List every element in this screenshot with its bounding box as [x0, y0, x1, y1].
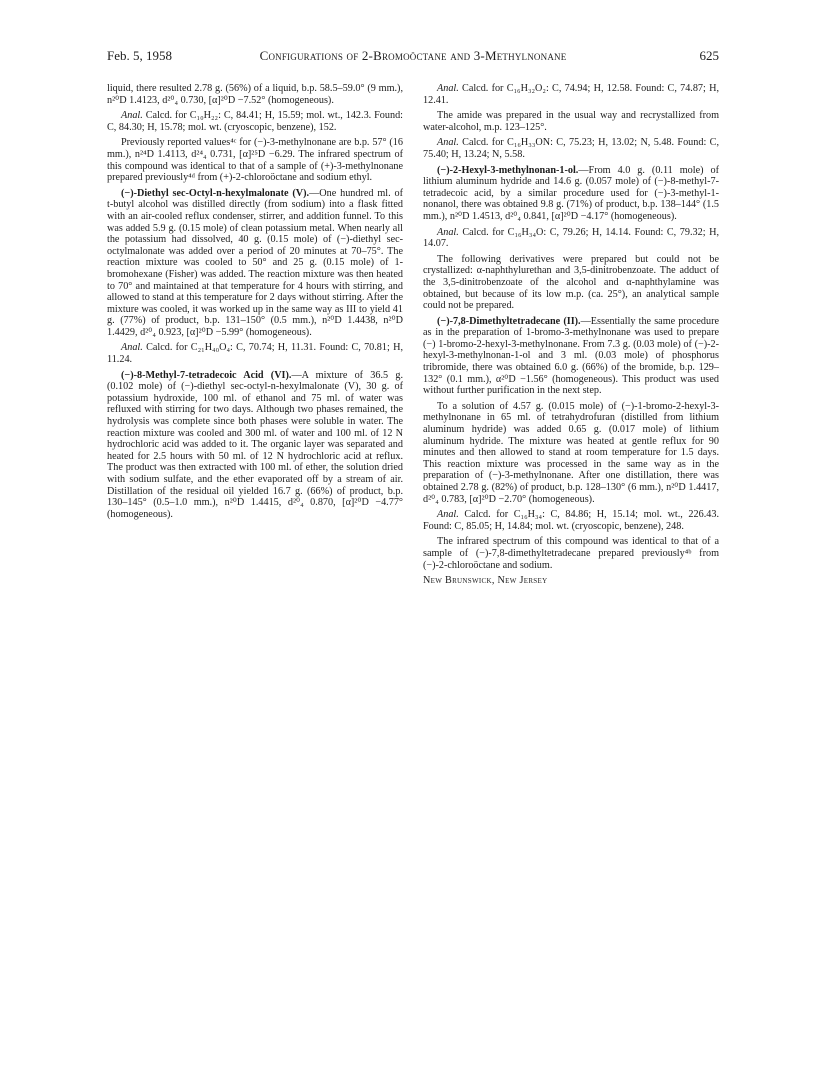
section-heading: (−)-Diethyl sec-Octyl-n-hexylmalonate (V).: [121, 187, 310, 199]
right-column: [423, 83, 719, 587]
paragraph-text: The amide was prepared in the usual way and recrystallized from water-alcohol, m.p. 123–125°.: [423, 110, 719, 133]
paragraph-text: —A mixture of 36.5 g. (0.102 mole) of (−)-diethyl sec-octyl-n-hexylmalonate (V), 30 g. of potassium hydroxide, 100 ml. of ethanol and 75 ml. of water was refluxed with stirring for two days. Although two phases remained, the hydrolysis was complete since both phases were soluble in water. The reaction mixture was cooled and 300 ml. of water and 100 ml. of 12 N hydrochloric acid was added to it. The organic layer was separated and heated for 2.5 hours with 50 ml. of 12 N hydrochloric acid at reflux. The product was then extracted with 100 ml. of ether, the solution dried with sodium sulfate, and the ether evaporated off by a stream of air. Distillation of the residual oil yielded 16.7 g. (66%) of product, b.p. 130–145° (0.5–1.0 mm.), n²⁰D 1.4415, d²⁰₄ 0.870, [α]²⁰D −4.77° (homogeneous).: [107, 369, 403, 520]
analysis-label: Anal.: [437, 509, 459, 521]
paragraph-text: Previously reported values⁴ᶜ for (−)-3-methylnonane are b.p. 57° (16 mm.), n²⁴D 1.4113, d²⁴₄ 0.731, [α]²⁵D −6.29. The infrared spectrum of this compound was identical to that of a sample of (+)-3-methylnonane prepared previously⁴ᵈ from (+)-2-chloroöctane and sodium ethyl.: [107, 137, 403, 184]
paragraph: [107, 188, 403, 339]
paragraph-text: The following derivatives were prepared but could not be crystallized: α-naphthylurethan and 3,5-dinitrobenzoate. The adduct of the 3,5-dinitrobenzoate of the alcohol and α-naphthylamine was obtained, but because of its low m.p. (ca. 25°), an analytical sample could not be prepared.: [423, 253, 719, 312]
paragraph-text: —One hundred ml. of t-butyl alcohol was distilled directly (from sodium) into a flask fitted with an air-cooled reflux condenser, stirrer, and addition funnel. To this was added 5.9 g. (0.15 mole) of clean potassium metal. When nearly all the potassium had dissolved, 40 g. (0.15 mole) of (−)-diethyl sec-octylmalonate was added over a period of 20 minutes at 70–75°. The reaction mixture was cooled to 50° and 25 g. (0.15 mole) of 1-bromohexane (Fisher) was added. The reaction mixture was then heated to 70° and maintained at that temperature for 4 hours with stirring, and allowed to stand at this temperature for 2 days without stirring. After the mixture was cooled, it was worked up in the same way as III to yield 41 g. (77%) of product, b.p. 131–150° (0.5 mm.), n²⁰D 1.4438, n²⁰D 1.4429, d²⁰₄ 0.923, [α]²⁰D −5.99° (homogeneous).: [107, 187, 403, 338]
paragraph: [423, 254, 719, 312]
paragraph: [107, 110, 403, 133]
header-date: Feb. 5, 1958: [107, 48, 172, 63]
paragraph-text: Calcd. for C₂₁H₄₀O₄: C, 70.74; H, 11.31. Found: C, 70.81; H, 11.24.: [107, 342, 403, 366]
paragraph: [423, 165, 719, 223]
paragraph: [423, 110, 719, 133]
section-heading: (−)-7,8-Dimethyltetradecane (II).: [437, 315, 581, 327]
analysis-label: Anal.: [437, 137, 459, 149]
paragraph: [107, 342, 403, 365]
paragraph-text: Calcd. for C₁₆H₃₄O: C, 79.26; H, 14.14. Found: C, 79.32; H, 14.07.: [423, 226, 719, 250]
analysis-label: Anal.: [121, 342, 143, 354]
paragraph-text: —Essentially the same procedure as in the preparation of 1-bromo-3-methylnonane was used to prepare (−) 1-bromo-2-hexyl-3-methylnonane. From 7.3 g. (0.03 mole) of (−)-2-hexyl-3-methylnonan-1-ol and 3 ml. (0.03 mole) of phosphorus tribromide, there was obtained 6.0 g. (66%) of the bromide, b.p. 129–132° (0.1 mm.), α²⁰D −1.56° (homogeneous). This product was used without further purification in the next step.: [423, 315, 720, 397]
section-heading: (−)-8-Methyl-7-tetradecoic Acid (VI).: [121, 369, 292, 381]
paragraph-text: Calcd. for C₁₆H₃₃ON: C, 75.23; H, 13.02; N, 5.48. Found: C, 75.40; H, 13.24; N, 5.58.: [423, 137, 719, 160]
paragraph: [423, 401, 719, 505]
paragraph: [107, 370, 403, 521]
analysis-label: Anal.: [437, 83, 459, 94]
paragraph-text: The infrared spectrum of this compound was identical to that of a sample of (−)-7,8-dimethyltetradecane prepared previously⁴ᵇ from (−)-2-chloroöctane and sodium.: [423, 536, 719, 571]
author-location: New Brunswick, New Jersey: [423, 575, 548, 587]
paragraph-text: Calcd. for C₁₆H₃₂O₂: C, 74.94; H, 12.58. Found: C, 74.87; H, 12.41.: [423, 83, 719, 106]
paragraph-text: —From 4.0 g. (0.11 mole) of lithium aluminum hydride and 14.6 g. (0.057 mole) of (−)-8-methyl-7-tetradecoic acid, by a similar procedure used for (−)-3-methyl-1-nonanol, there was obtained 9.8 g. (71%) of product, b.p. 138–144° (1.5 mm.), n²⁰D 1.4513, d²⁰₄ 0.841, [α]²⁰D −4.17° (homogeneous).: [423, 164, 719, 222]
left-column: [107, 83, 403, 520]
analysis-label: Anal.: [121, 110, 143, 122]
paragraph-text: Calcd. for C₁₆H₃₄: C, 84.86; H, 15.14; mol. wt., 226.43. Found: C, 85.05; H, 14.84; mol. wt. (cryoscopic, benzene), 248.: [423, 509, 719, 532]
section-heading: (−)-2-Hexyl-3-methylnonan-1-ol.: [437, 164, 579, 176]
paragraph-text: Calcd. for C₁₀H₂₂: C, 84.41; H, 15.59; mol. wt., 142.3. Found: C, 84.30; H, 15.78; mol. wt. (cryoscopic, benzene), 152.: [107, 110, 403, 133]
analysis-label: Anal.: [437, 226, 459, 238]
paragraph: [423, 316, 719, 397]
paragraph: [107, 137, 403, 183]
paragraph: [423, 536, 719, 571]
paragraph: [423, 509, 719, 532]
paragraph-text: liquid, there resulted 2.78 g. (56%) of a liquid, b.p. 58.5–59.0° (9 mm.), n²⁰D 1.4123, d²⁰₄ 0.730, [α]²⁰D −7.52° (homogeneous).: [107, 83, 403, 106]
paragraph-text: To a solution of 4.57 g. (0.015 mole) of (−)-1-bromo-2-hexyl-3-methylnonane in 65 ml. of tetrahydrofuran (distilled from lithium aluminum hydride) was added 0.65 g. (0.017 mole) of lithium aluminum hydride. The mixture was heated at gentle reflux for 90 minutes and then allowed to stand at room temperature for 1.5 days. This reaction mixture was processed in the same way as in the preparation of (−)-3-methylnonane. After one distillation, there was obtained 2.78 g. (82%) of product, b.p. 128–130° (6 mm.), n²⁰D 1.4417, d²⁰₄ 0.783, [α]²⁰D −2.70° (homogeneous).: [423, 400, 719, 505]
header-title: Configurations of 2-Bromoöctane and 3-Methylnonane: [259, 48, 567, 63]
paragraph: [107, 83, 403, 106]
page-number: 625: [699, 48, 719, 63]
paragraph: [423, 83, 719, 106]
running-header: [107, 48, 719, 66]
paragraph: [423, 137, 719, 160]
paragraph: [423, 227, 719, 250]
